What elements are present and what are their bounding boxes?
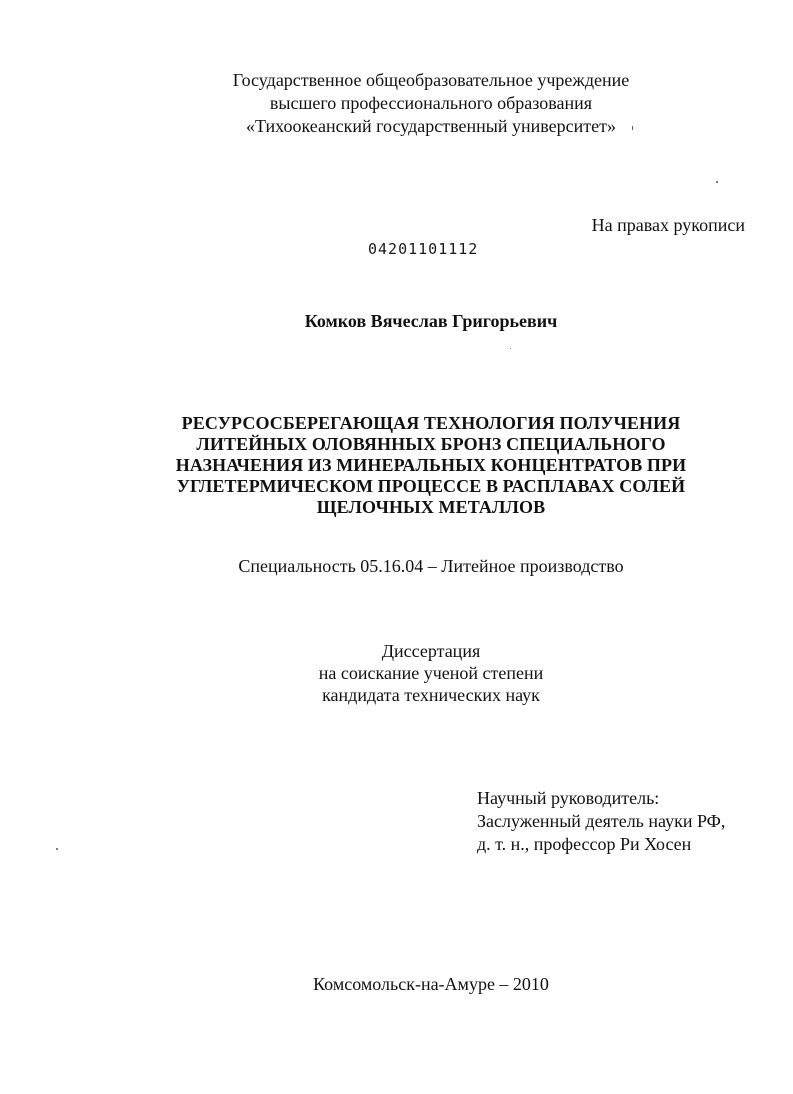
scan-speck — [632, 126, 633, 130]
title-line-3: НАЗНАЧЕНИЯ ИЗ МИНЕРАЛЬНЫХ КОНЦЕНТРАТОВ ПРИ — [175, 455, 687, 475]
registration-number: 04201101112 — [368, 240, 479, 258]
title-line-2: ЛИТЕЙНЫХ ОЛОВЯННЫХ БРОНЗ СПЕЦИАЛЬНОГО — [196, 434, 666, 454]
title-line-4: УГЛЕТЕРМИЧЕСКОМ ПРОЦЕССЕ В РАСПЛАВАХ СОЛЕЙ — [176, 476, 686, 496]
degree-statement — [0, 640, 793, 706]
supervisor-line-3: д. т. н., профессор Ри Хосен — [477, 834, 692, 854]
scan-speck — [510, 348, 511, 349]
author-name: Комков Вячеслав Григорьевич — [304, 311, 558, 331]
scan-speck — [716, 181, 718, 183]
dissertation-title — [0, 413, 793, 518]
degree-line-1: Диссертация — [381, 641, 481, 661]
institution-header — [0, 69, 793, 138]
supervisor-block — [477, 787, 725, 856]
city-year: Комсомольск-на-Амуре – 2010 — [313, 974, 549, 994]
scan-speck — [56, 848, 58, 850]
degree-line-3: кандидата технических наук — [322, 685, 540, 705]
specialty: Специальность 05.16.04 – Литейное производство — [238, 556, 624, 576]
title-line-5: ЩЕЛОЧНЫХ МЕТАЛЛОВ — [316, 497, 546, 517]
title-line-1: РЕСУРСОСБЕРЕГАЮЩАЯ ТЕХНОЛОГИЯ ПОЛУЧЕНИЯ — [181, 413, 681, 433]
institution-line-1: Государственное общеобразовательное учреждение — [232, 70, 630, 90]
supervisor-line-1: Научный руководитель: — [477, 788, 660, 808]
degree-line-2: на соискание ученой степени — [318, 663, 544, 683]
manuscript-note: На правах рукописи — [591, 215, 745, 235]
institution-line-3: «Тихоокеанский государственный университет» — [246, 116, 616, 136]
institution-line-2: высшего профессионального образования — [269, 93, 593, 113]
supervisor-line-2: Заслуженный деятель науки РФ, — [477, 811, 726, 831]
